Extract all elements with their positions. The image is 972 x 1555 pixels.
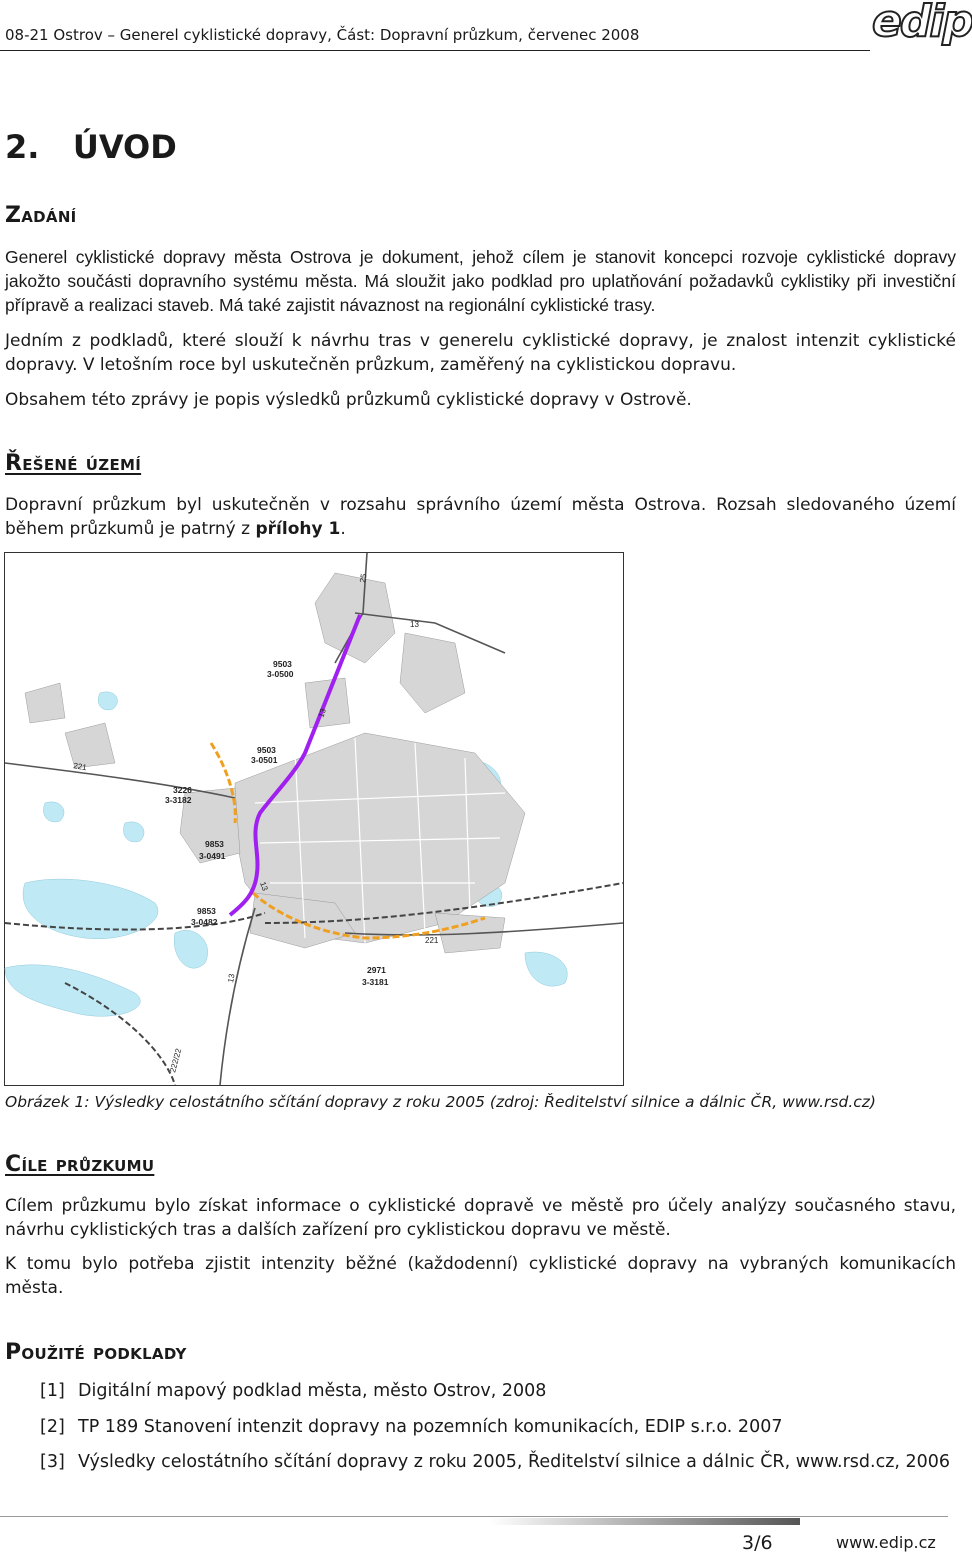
census-label-3226: 3226 xyxy=(173,785,192,795)
reference-text: TP 189 Stanovení intenzit dopravy na pozemních komunikacích, EDIP s.r.o. 2007 xyxy=(78,1417,783,1437)
resene-uzemi-text: Dopravní průzkum byl uskutečněn v rozsahu správního území města Ostrova. Rozsah sledovaného území během průzkumů je patrný z xyxy=(5,495,956,539)
edip-logo xyxy=(872,0,972,54)
resene-uzemi-text-end: . xyxy=(340,519,346,539)
chapter-title: 2. ÚVOD xyxy=(5,128,177,166)
logo-text: edip xyxy=(872,0,972,47)
reference-number: [2] xyxy=(40,1417,65,1437)
census-label-3-0500: 3-0500 xyxy=(267,669,294,679)
figure-caption: Obrázek 1: Výsledky celostátního sčítání dopravy z roku 2005 (zdroj: Ředitelství silnice a dálnic ČR, www.rsd.cz) xyxy=(5,1093,876,1111)
header-text: 08-21 Ostrov – Generel cyklistické dopravy, Část: Dopravní průzkum, červenec 2008 xyxy=(5,26,640,44)
footer-url: www.edip.cz xyxy=(836,1533,936,1552)
census-label-9503-a: 9503 xyxy=(273,659,292,669)
traffic-census-map xyxy=(4,552,624,1086)
cile-paragraph-2: K tomu bylo potřeba zjistit intenzity běžné (každodenní) cyklistické dopravy na vybraných komunikacích města. xyxy=(5,1254,956,1298)
zadani-paragraph-1: Generel cyklistické dopravy města Ostrova je dokument, jehož cílem je stanovit koncepci rozvoje cyklistické dopravy jakožto součásti dopravního systému města. Má sloužit jako podklad pro uplatňování požadavků cyklistiky při investiční přípravě a realizaci staveb. Má také zajistit návaznost na regionální cyklistické trasy. xyxy=(5,247,956,315)
census-label-3-0482: 3-0482 xyxy=(191,917,218,927)
reference-number: [3] xyxy=(40,1452,65,1472)
reference-text: Digitální mapový podklad města, město Ostrov, 2008 xyxy=(78,1381,547,1401)
reference-item xyxy=(40,1417,782,1437)
road-number-13-d: 13 xyxy=(226,973,237,984)
road-number-13-c: 13 xyxy=(258,880,270,893)
census-label-3-3181: 3-3181 xyxy=(362,977,389,987)
page-number: 3/6 xyxy=(742,1532,773,1554)
census-label-9853-a: 9853 xyxy=(205,839,224,849)
section-heading-zadani: Zadání xyxy=(5,203,77,228)
census-label-9503-b: 9503 xyxy=(257,745,276,755)
road-number-221-b: 221 xyxy=(425,936,439,945)
section-heading-resene-uzemi: Řešené území xyxy=(5,451,142,476)
zadani-paragraph-2: Jedním z podkladů, které slouží k návrhu tras v generelu cyklistické dopravy, je znalost intenzit cyklistické dopravy. V letošním roce byl uskutečněn průzkum, zaměřený na cyklistickou dopravu. xyxy=(5,331,956,375)
road-number-25: 25 xyxy=(358,573,369,584)
census-label-2971: 2971 xyxy=(367,965,386,975)
road-number-222-22: 222/22 xyxy=(168,1047,184,1074)
reference-item xyxy=(40,1381,546,1401)
zadani-paragraph-3: Obsahem této zprávy je popis výsledků průzkumů cyklistické dopravy v Ostrově. xyxy=(5,390,692,410)
resene-uzemi-paragraph xyxy=(5,493,956,541)
section-heading-cile: Cíle průzkumu xyxy=(5,1152,155,1177)
road-number-13-b: 13 xyxy=(316,707,328,719)
census-label-9853-b: 9853 xyxy=(197,906,216,916)
reference-number: [1] xyxy=(40,1381,65,1401)
footer-divider xyxy=(0,1516,948,1517)
reference-text: Výsledky celostátního sčítání dopravy z roku 2005, Ředitelství silnice a dálnic ČR, www.rsd.cz, 2006 xyxy=(78,1452,951,1472)
road-number-13-a: 13 xyxy=(410,620,419,629)
reference-item xyxy=(40,1452,950,1472)
census-label-3-3182: 3-3182 xyxy=(165,795,192,805)
census-label-3-0491: 3-0491 xyxy=(199,851,226,861)
road-number-221-a: 221 xyxy=(72,761,88,773)
section-heading-podklady: Použité podklady xyxy=(5,1340,187,1365)
cile-paragraph-1: Cílem průzkumu bylo získat informace o cyklistické dopravě ve městě pro účely analýzy současného stavu, návrhu cyklistických tras a dalších zařízení pro cyklistickou dopravu ve městě. xyxy=(5,1196,956,1240)
census-label-3-0501: 3-0501 xyxy=(251,755,278,765)
footer-gradient-bar xyxy=(490,1518,800,1525)
appendix-reference: přílohy 1 xyxy=(255,519,341,539)
header-divider xyxy=(0,50,870,51)
